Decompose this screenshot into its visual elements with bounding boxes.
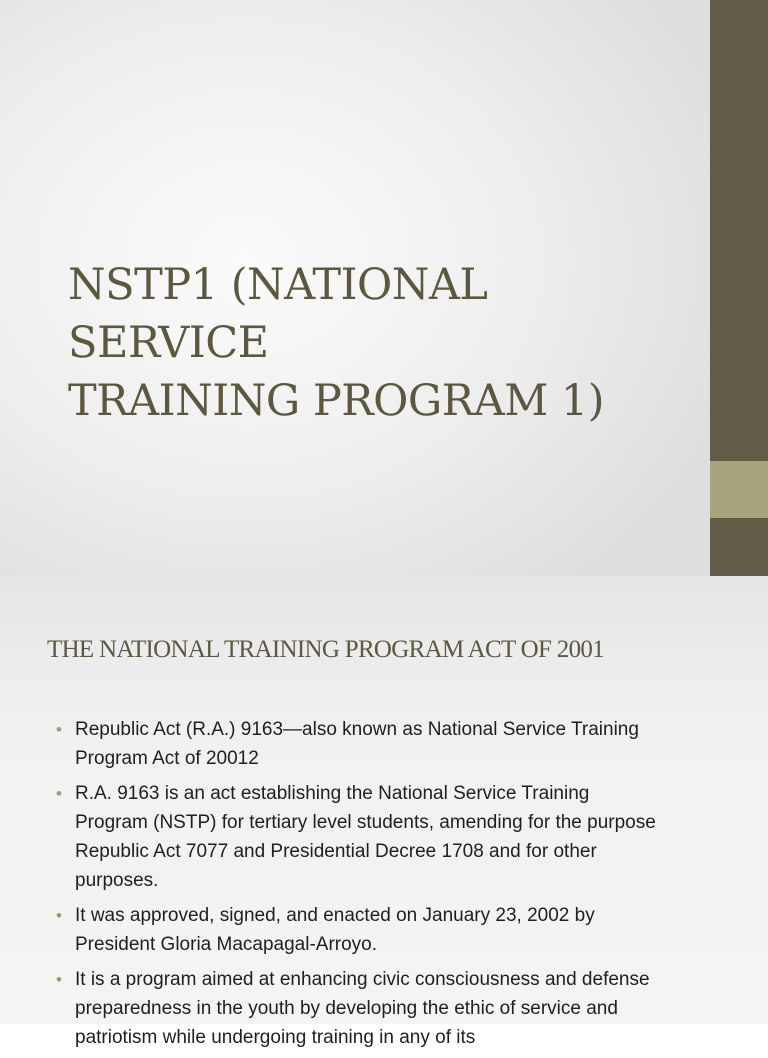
bullet-item xyxy=(56,715,666,773)
bullet-icon: • xyxy=(56,906,62,925)
bullet-icon: • xyxy=(56,784,62,803)
bullet-list xyxy=(56,715,666,1058)
bullet-text: R.A. 9163 is an act establishing the National Service Training Program (NSTP) for tertiary level students, amending for the purpose Republic Act 7077 and Presidential Decree 1708 and for other purposes. xyxy=(75,783,656,891)
slide-title-line-1: NSTP1 (NATIONAL SERVICE xyxy=(68,260,488,368)
bullet-text: It is a program aimed at enhancing civic consciousness and defense preparedness in the youth by developing the ethic of service and patriotism while undergoing training in any of its xyxy=(75,969,650,1048)
content-slide xyxy=(0,576,768,1048)
slide-title xyxy=(68,256,688,430)
side-bar-accent-block xyxy=(710,461,768,518)
bullet-text: Republic Act (R.A.) 9163—also known as National Service Training Program Act of 20012 xyxy=(75,719,639,769)
bullet-icon: • xyxy=(56,970,62,989)
bullet-item xyxy=(56,965,666,1052)
bullet-text: It was approved, signed, and enacted on January 23, 2002 by President Gloria Macapagal-Arroyo. xyxy=(75,905,595,955)
bullet-item xyxy=(56,901,666,959)
bullet-item xyxy=(56,779,666,895)
bullet-icon: • xyxy=(56,720,62,739)
section-heading: THE NATIONAL TRAINING PROGRAM ACT OF 2001 xyxy=(47,636,604,663)
slide-title-line-2: TRAINING PROGRAM 1) xyxy=(68,376,605,426)
